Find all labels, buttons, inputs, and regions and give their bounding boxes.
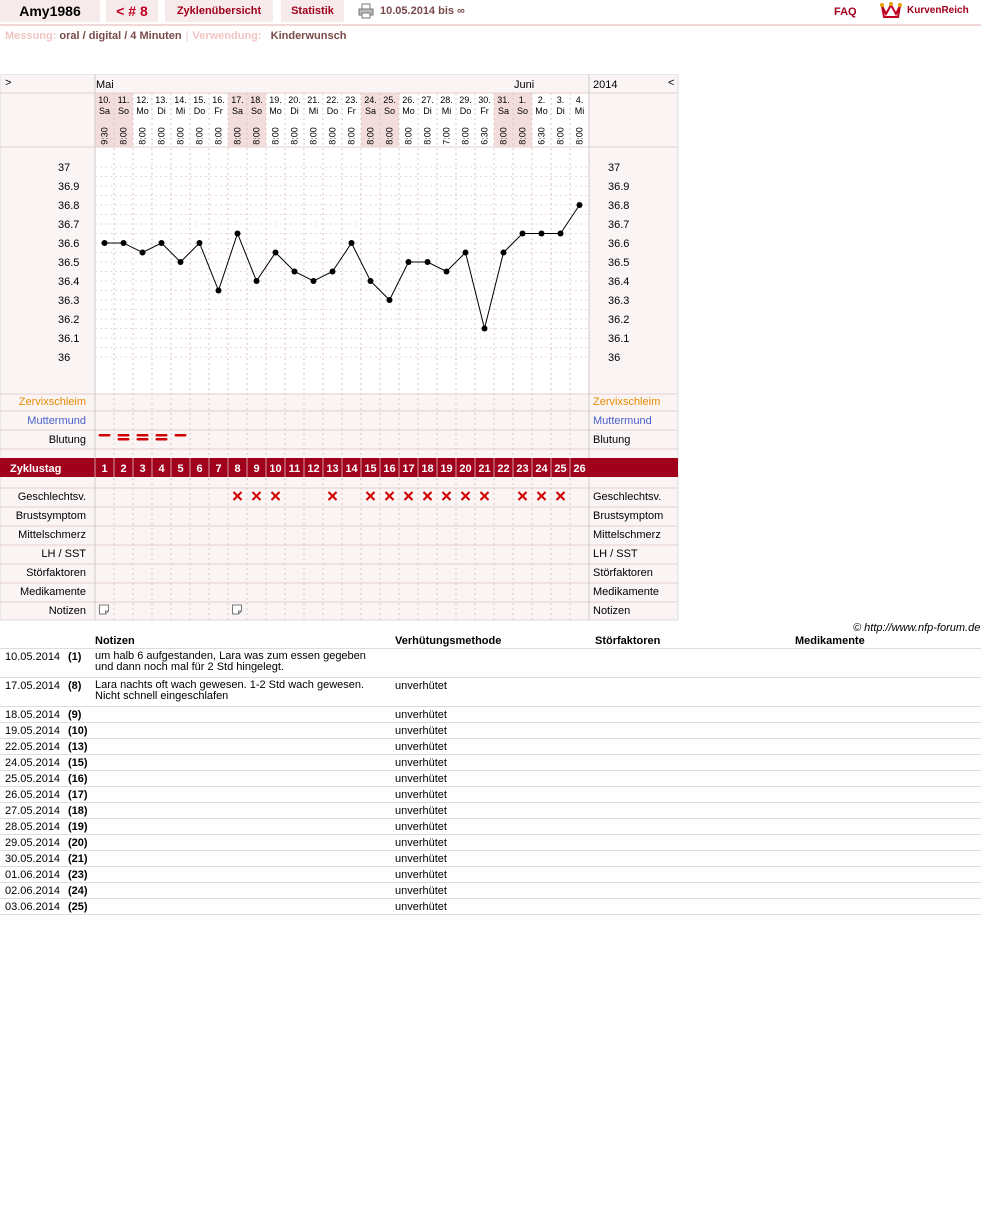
temperature-point: [254, 278, 260, 284]
y-tick-label-right: 36.5: [608, 257, 630, 269]
measure-time: 6:30: [536, 127, 547, 145]
row-note: um halb 6 aufgestanden, Lara was zum essen gegeben und dann noch mal für 2 Std hingelegt.: [95, 650, 366, 673]
table-row: [0, 707, 981, 723]
row-cycle-day: (15): [68, 757, 88, 769]
weekday-label: Sa: [98, 106, 111, 116]
header-method: Verhütungsmethode: [395, 635, 502, 647]
cycle-day-number: 2: [120, 463, 127, 475]
cycle-day-number: 3: [139, 463, 146, 475]
table-row: [0, 883, 981, 899]
temperature-point: [159, 240, 165, 246]
cycle-day-number: 9: [253, 463, 260, 475]
notes-header-row: [0, 634, 981, 649]
row-method: unverhütet: [395, 837, 447, 849]
date-label: 14.: [174, 95, 187, 105]
y-tick-label-left: 37: [58, 162, 71, 174]
y-tick-label-right: 36.7: [608, 219, 630, 231]
temperature-point: [539, 231, 545, 237]
row-method: unverhütet: [395, 853, 447, 865]
weekday-label: Fr: [480, 106, 489, 116]
y-tick-label-right: 36.3: [608, 295, 630, 307]
row-date: 27.05.2014: [5, 805, 61, 817]
row-date: 24.05.2014: [5, 757, 61, 769]
date-label: 3.: [556, 95, 565, 105]
date-label: 23.: [345, 95, 358, 105]
weekday-label: Sa: [497, 106, 510, 116]
weekday-label: Di: [556, 106, 565, 116]
header-factors: Störfaktoren: [595, 635, 661, 647]
cycle-day-number: 7: [215, 463, 222, 475]
measure-time: 8:00: [289, 127, 300, 145]
bleeding-mark: [99, 434, 111, 437]
temperature-point: [216, 288, 222, 294]
y-tick-label-left: 36.8: [58, 200, 80, 212]
bleeding-mark: [118, 438, 130, 441]
row-cycle-day: (25): [68, 901, 88, 913]
crown-icon: [880, 1, 902, 19]
y-tick-label-left: 36.2: [58, 314, 80, 326]
bleeding-mark: [118, 434, 130, 437]
temperature-point: [577, 202, 583, 208]
cycle-day-number: 4: [158, 463, 165, 475]
cycle-day-number: 14: [345, 463, 358, 475]
row-method: unverhütet: [395, 741, 447, 753]
use-value: Kinderwunsch: [270, 30, 347, 42]
cycle-day-number: 13: [326, 463, 339, 475]
temperature-chart: [0, 74, 681, 622]
temperature-point: [501, 250, 507, 256]
measure-time: 8:00: [232, 127, 243, 145]
cycle-day-number: 25: [554, 463, 567, 475]
row-label-right: Notizen: [593, 605, 631, 617]
date-label: 25.: [383, 95, 396, 105]
prev-cycle-button[interactable]: >: [5, 77, 12, 89]
measure-time: 8:00: [156, 127, 167, 145]
row-cycle-day: (1): [68, 651, 82, 663]
cycle-day-number: 17: [402, 463, 415, 475]
date-label: 17.: [231, 95, 244, 105]
row-label-right: LH / SST: [593, 548, 638, 560]
y-tick-label-right: 36.4: [608, 276, 630, 288]
row-cycle-day: (18): [68, 805, 88, 817]
temperature-point: [368, 278, 374, 284]
cycle-day-number: 15: [364, 463, 377, 475]
temperature-point: [311, 278, 317, 284]
user-tab[interactable]: Amy1986: [0, 0, 100, 22]
cycle-day-number: 19: [440, 463, 453, 475]
row-method: unverhütet: [395, 709, 447, 721]
row-cycle-day: (23): [68, 869, 88, 881]
cycle-day-number: 5: [177, 463, 184, 475]
statistics-tab[interactable]: Statistik: [281, 0, 344, 22]
table-row: [0, 835, 981, 851]
temperature-point: [121, 240, 127, 246]
weekday-label: Mi: [574, 106, 585, 116]
temperature-point: [520, 231, 526, 237]
cycle-day-number: 20: [459, 463, 472, 475]
row-cycle-day: (17): [68, 789, 88, 801]
weekday-label: Do: [193, 106, 206, 116]
temperature-point: [463, 250, 469, 256]
weekday-label: Mo: [269, 106, 282, 116]
y-tick-label-right: 36.1: [608, 333, 630, 345]
temperature-point: [235, 231, 241, 237]
row-label-right: Mittelschmerz: [593, 529, 661, 541]
cycle-date-range: 10.05.2014 bis ∞: [380, 5, 465, 17]
row-method: unverhütet: [395, 789, 447, 801]
y-tick-label-right: 36.8: [608, 200, 630, 212]
note-icon[interactable]: [100, 605, 109, 614]
bleeding-mark: [156, 434, 168, 437]
temperature-point: [197, 240, 203, 246]
table-row: [0, 755, 981, 771]
weekday-label: Sa: [231, 106, 244, 116]
row-cycle-day: (16): [68, 773, 88, 785]
temperature-point: [178, 259, 184, 265]
temperature-point: [444, 269, 450, 275]
row-method: unverhütet: [395, 805, 447, 817]
measure-time: 9:30: [99, 127, 110, 145]
table-row: [0, 851, 981, 867]
row-date: 18.05.2014: [5, 709, 61, 721]
row-date: 02.06.2014: [5, 885, 61, 897]
y-tick-label-left: 36.6: [58, 238, 80, 250]
temperature-point: [349, 240, 355, 246]
cycle-day-number: 11: [288, 463, 301, 475]
measure-label: Messung:: [5, 30, 57, 42]
row-label-left: Mittelschmerz: [18, 529, 86, 541]
date-label: 2.: [537, 95, 546, 105]
row-label-left: Muttermund: [27, 415, 86, 427]
y-tick-label-left: 36.4: [58, 276, 80, 288]
weekday-label: Di: [157, 106, 166, 116]
measure-time: 8:00: [384, 127, 395, 145]
measure-time: 8:00: [422, 127, 433, 145]
table-row: [0, 867, 981, 883]
weekday-label: Mo: [136, 106, 149, 116]
row-label-left: LH / SST: [41, 548, 86, 560]
measure-time: 8:00: [365, 127, 376, 145]
y-tick-label-left: 36.5: [58, 257, 80, 269]
row-cycle-day: (24): [68, 885, 88, 897]
date-label: 10.: [98, 95, 111, 105]
weekday-label: So: [383, 106, 396, 116]
cycle-day-number: 6: [196, 463, 203, 475]
table-row: [0, 803, 981, 819]
date-label: 26.: [402, 95, 415, 105]
kurvenreich-logo[interactable]: [880, 0, 980, 22]
row-label-right: Muttermund: [593, 415, 652, 427]
cycle-day-number: 24: [535, 463, 548, 475]
row-date: 29.05.2014: [5, 837, 61, 849]
row-cycle-day: (13): [68, 741, 88, 753]
row-method: unverhütet: [395, 725, 447, 737]
cycle-day-label: Zyklustag: [10, 463, 62, 475]
row-label-right: Blutung: [593, 434, 631, 446]
date-label: 30.: [478, 95, 491, 105]
date-label: 28.: [440, 95, 453, 105]
header-medication: Medikamente: [795, 635, 865, 647]
row-cycle-day: (20): [68, 837, 88, 849]
weekday-label: Do: [326, 106, 339, 116]
use-label: Verwendung:: [192, 30, 262, 42]
weekday-label: Mi: [441, 106, 452, 116]
row-method: unverhütet: [395, 773, 447, 785]
table-row: [0, 649, 981, 678]
row-date: 19.05.2014: [5, 725, 61, 737]
date-label: 31.: [497, 95, 510, 105]
date-label: 18.: [250, 95, 263, 105]
row-label-right: Medikamente: [593, 586, 660, 598]
date-label: 1.: [518, 95, 527, 105]
weekday-label: So: [516, 106, 529, 116]
y-tick-label-right: 36.6: [608, 238, 630, 250]
y-tick-label-left: 36.3: [58, 295, 80, 307]
note-icon-body: [233, 605, 242, 614]
temperature-point: [102, 240, 108, 246]
date-label: 21.: [307, 95, 320, 105]
y-tick-label-right: 36.2: [608, 314, 630, 326]
measure-time: 8:00: [517, 127, 528, 145]
table-row: [0, 899, 981, 915]
row-label-left: Störfaktoren: [26, 567, 86, 579]
bleeding-mark: [156, 438, 168, 441]
cycle-number-tab[interactable]: < # 8: [106, 0, 158, 22]
row-date: 26.05.2014: [5, 789, 61, 801]
y-tick-label-left: 36.7: [58, 219, 80, 231]
row-cycle-day: (19): [68, 821, 88, 833]
weekday-label: Mo: [402, 106, 415, 116]
note-icon-body: [100, 605, 109, 614]
measure-time: 8:00: [308, 127, 319, 145]
cycle-day-number: 12: [307, 463, 320, 475]
date-label: 12.: [136, 95, 149, 105]
weekday-label: Sa: [364, 106, 377, 116]
table-row: [0, 723, 981, 739]
row-label-left: Notizen: [48, 605, 86, 617]
measure-time: 8:00: [194, 127, 205, 145]
copyright-text: © http://www.nfp-forum.de: [853, 622, 981, 634]
row-date: 30.05.2014: [5, 853, 61, 865]
row-label-left: Zervixschleim: [18, 396, 86, 408]
row-method: unverhütet: [395, 680, 447, 692]
row-label-left: Brustsymptom: [15, 510, 86, 522]
measure-time: 8:00: [137, 127, 148, 145]
y-tick-label-left: 36.9: [58, 181, 80, 193]
date-label: 4.: [575, 95, 584, 105]
measure-time: 8:00: [251, 127, 262, 145]
row-label-left: Blutung: [48, 434, 86, 446]
row-method: unverhütet: [395, 869, 447, 881]
row-label-right: Brustsymptom: [593, 510, 664, 522]
notes-table: [0, 634, 981, 915]
bleeding-mark: [175, 434, 187, 437]
measure-time: 8:00: [175, 127, 186, 145]
cycle-day-number: 23: [516, 463, 529, 475]
measure-time: 8:00: [118, 127, 129, 145]
table-row: [0, 787, 981, 803]
row-note: Lara nachts oft wach gewesen. 1-2 Std wach gewesen. Nicht schnell eingeschlafen: [95, 679, 365, 702]
measure-time: 8:00: [460, 127, 471, 145]
top-navigation: [0, 0, 981, 26]
date-label: 27.: [421, 95, 434, 105]
row-cycle-day: (8): [68, 680, 82, 692]
cycle-day-number: 21: [478, 463, 491, 475]
logo-text: KurvenReich: [907, 5, 969, 16]
temperature-point: [558, 231, 564, 237]
printer-icon[interactable]: [358, 3, 374, 19]
measure-time: 8:00: [213, 127, 224, 145]
row-date: 28.05.2014: [5, 821, 61, 833]
cycle-day-number: 26: [573, 463, 586, 475]
cycle-day-number: 10: [269, 463, 282, 475]
weekday-label: Fr: [214, 106, 223, 116]
weekday-label: So: [250, 106, 263, 116]
cycle-day-number: 1: [101, 463, 108, 475]
date-label: 15.: [193, 95, 206, 105]
measure-time: 8:00: [327, 127, 338, 145]
bleeding-mark: [137, 438, 149, 441]
weekday-label: Mi: [308, 106, 319, 116]
table-row: [0, 678, 981, 707]
row-label-right: Geschlechtsv.: [593, 491, 662, 503]
weekday-label: So: [117, 106, 130, 116]
cycle-overview-tab[interactable]: Zyklenübersicht: [165, 0, 273, 22]
row-cycle-day: (9): [68, 709, 82, 721]
weekday-label: Do: [459, 106, 472, 116]
weekday-label: Fr: [347, 106, 356, 116]
date-label: 24.: [364, 95, 377, 105]
measurement-info: Messung: oral / digital / 4 Minuten | Verwendung: Kinderwunsch: [5, 30, 347, 42]
month-label: Mai: [96, 79, 114, 91]
row-method: unverhütet: [395, 885, 447, 897]
date-label: 11.: [117, 95, 130, 105]
temperature-point: [406, 259, 412, 265]
temperature-point: [273, 250, 279, 256]
date-label: 22.: [326, 95, 339, 105]
row-date: 10.05.2014: [5, 651, 61, 663]
row-label-left: Geschlechtsv.: [17, 491, 86, 503]
measure-time: 7:00: [441, 127, 452, 145]
temperature-point: [292, 269, 298, 275]
weekday-label: Di: [290, 106, 299, 116]
row-method: unverhütet: [395, 901, 447, 913]
cycle-day-number: 18: [421, 463, 434, 475]
bleeding-mark: [137, 434, 149, 437]
header-notes: Notizen: [95, 635, 135, 647]
temperature-point: [482, 326, 488, 332]
measure-value: oral / digital / 4 Minuten: [59, 30, 182, 42]
measure-time: 8:00: [270, 127, 281, 145]
date-label: 20.: [288, 95, 301, 105]
weekday-label: Mo: [535, 106, 548, 116]
measure-time: 8:00: [574, 127, 585, 145]
measure-time: 8:00: [403, 127, 414, 145]
cycle-day-number: 22: [497, 463, 510, 475]
next-cycle-button[interactable]: <: [668, 77, 675, 89]
note-icon[interactable]: [233, 605, 242, 614]
y-tick-label-right: 36: [608, 352, 621, 364]
measure-time: 8:00: [498, 127, 509, 145]
y-tick-label-left: 36.1: [58, 333, 80, 345]
table-row: [0, 739, 981, 755]
date-label: 29.: [459, 95, 472, 105]
date-label: 13.: [155, 95, 168, 105]
faq-link[interactable]: FAQ: [834, 6, 857, 18]
row-label-right: Störfaktoren: [593, 567, 653, 579]
weekday-label: Mi: [175, 106, 186, 116]
measure-time: 6:30: [479, 127, 490, 145]
table-row: [0, 771, 981, 787]
temperature-point: [387, 297, 393, 303]
cycle-day-number: 8: [234, 463, 241, 475]
date-label: 16.: [212, 95, 225, 105]
y-tick-label-right: 36.9: [608, 181, 630, 193]
measure-time: 8:00: [346, 127, 357, 145]
temperature-point: [330, 269, 336, 275]
row-date: 17.05.2014: [5, 680, 61, 692]
cycle-day-number: 16: [383, 463, 396, 475]
row-method: unverhütet: [395, 757, 447, 769]
row-label-left: Medikamente: [19, 586, 86, 598]
row-cycle-day: (21): [68, 853, 88, 865]
temperature-point: [425, 259, 431, 265]
month-label: Juni: [514, 79, 535, 91]
row-method: unverhütet: [395, 821, 447, 833]
year-label: 2014: [593, 79, 618, 91]
table-row: [0, 819, 981, 835]
row-date: 03.06.2014: [5, 901, 61, 913]
temperature-point: [140, 250, 146, 256]
measure-time: 8:00: [555, 127, 566, 145]
y-tick-label-right: 37: [608, 162, 621, 174]
row-date: 25.05.2014: [5, 773, 61, 785]
y-tick-label-left: 36: [58, 352, 71, 364]
row-cycle-day: (10): [68, 725, 88, 737]
weekday-label: Di: [423, 106, 432, 116]
row-date: 22.05.2014: [5, 741, 61, 753]
date-label: 19.: [269, 95, 282, 105]
row-date: 01.06.2014: [5, 869, 61, 881]
notes-body: [0, 649, 981, 915]
row-label-right: Zervixschleim: [593, 396, 661, 408]
